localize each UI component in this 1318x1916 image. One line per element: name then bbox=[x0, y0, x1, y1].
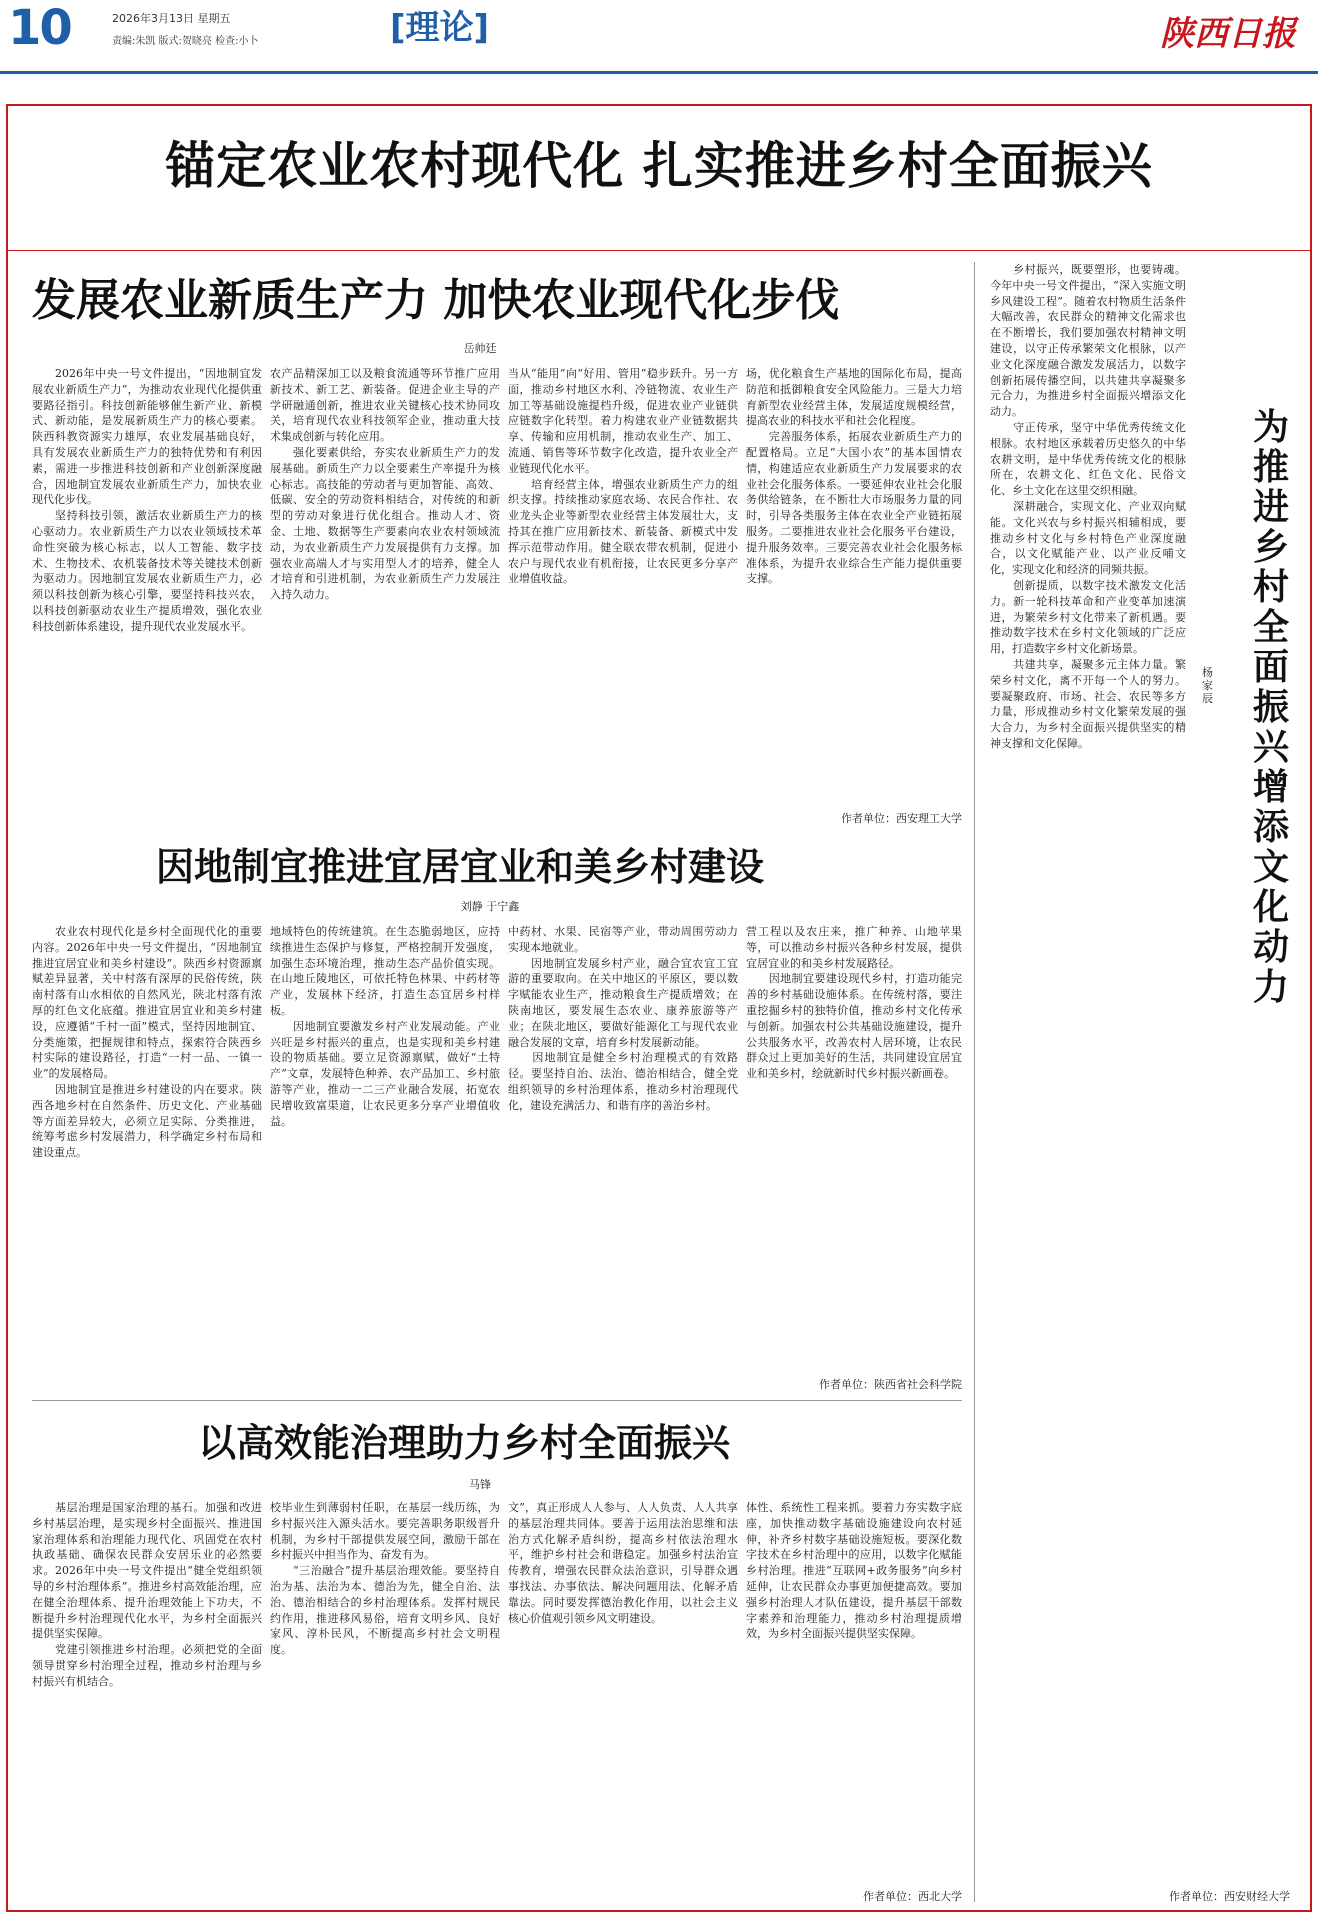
page-number: 10 bbox=[8, 0, 71, 56]
article-1-affiliation: 作者单位：西安理工大学 bbox=[841, 812, 962, 825]
article-4-author: 杨家辰 bbox=[1202, 666, 1213, 705]
article-4-column-1: 乡村振兴，既要塑形，也要铸魂。今年中央一号文件提出，“深入实施文明乡风建设工程”。随着农村物质生活条件大幅改善，农民群众的精神文化需求也在不断增长，我们要加强农村精神文明建设，以守正传承繁荣文化根脉，以产业文化深度融合激发发展活力，以数字创新拓展传播空间，以共建共享凝聚多元合力，为推进乡村全面振兴增添文化动力。 守正传承，坚守中华优秀传统文化根脉。农村地区承载着历史悠久的中华农耕文明，是中华优秀传统文化的根脉所在，农耕文化、红色文化、民俗文化、乡土文化在这里交织相融。 深耕融合，实现文化、产业双向赋能。文化兴农与乡村振兴相辅相成，要推动乡村文化与乡村特色产业深度融合，以文化赋能产业、以产业反哺文化，实现文化和经济的同频共振。 创新提质，以数字技术激发文化活力。新一轮科技革命和产业变革加速演进，为繁荣乡村文化带来了新机遇。要推动数字技术在乡村文化领域的广泛应用，打造数字乡村文化新场景。 共建共享，凝聚多元主体力量。繁荣乡村文化，离不开每一个人的努力。要凝聚政府、市场、社会、农民等多方力量，形成推动乡村文化繁荣发展的强大合力，为乡村全面振兴提供坚实的精神支撑和文化保障。 bbox=[990, 263, 1186, 750]
article-3-column-2: 校毕业生到薄弱村任职，在基层一线历练，为乡村振兴注入源头活水。要完善职务职级晋升机制，为乡村干部提供发展空间，激励干部在乡村振兴中担当作为、奋发有为。 “三治融合”提升基层治理效能。要坚持自治为基、法治为本、德治为先，健全自治、法治、德治相结合的乡村治理体系。发挥村规民约作用，推进移风易俗，培育文明乡风、良好家风、淳朴民风，不断提高乡村社会文明程度。 bbox=[270, 1501, 500, 1657]
newspaper-logo: 陕西日报 bbox=[1160, 14, 1296, 54]
article-1-column-3: 当从“能用”向“好用、管用”稳步跃升。另一方面，推动乡村地区水利、冷链物流、农业生产加工等基础设施提档升级，促进农业产业链供应链数字化转型。着力构建农业产业链数据共享、传输和应用机制，推动农业生产、加工、流通、销售等环节数字化改造，提升农业全产业链现代化水平。 培育经营主体，增强农业新质生产力的组织支撑。持续推动家庭农场、农民合作社、农业龙头企业等新型农业经营主体发展壮大，支持其在推广应用新技术、新装备、新模式中发挥示范带动作用。健全联农带农机制，促进小农户与现代农业有机衔接，让农民更多分享产业增值收益。 bbox=[508, 367, 738, 586]
article-3-column-3: 文”，真正形成人人参与、人人负责、人人共享的基层治理共同体。要善于运用法治思维和法治方式化解矛盾纠纷，提高乡村依法治理水平，维护乡村社会和谐稳定。加强乡村法治宣传教育，增强农民群众法治意识，引导群众遇事找法、办事依法、解决问题用法、化解矛盾靠法。同时要发挥德治教化作用，以社会主义核心价值观引领乡风文明建设。 bbox=[508, 1501, 738, 1625]
article-1-column-4: 场，优化粮食生产基地的国际化布局，提高防范和抵御粮食安全风险能力。三是大力培育新型农业经营主体，发展适度规模经营，提高农业的科技水平和社会化程度。 完善服务体系，拓展农业新质生产力的配置格局。立足“大国小农”的基本国情农情，构建适应农业新质生产力发展要求的农业社会化服务体系。一要延伸农业社会化服务供给链条，在不断壮大市场服务力量的同时，引导各类服务主体在农业全产业链拓展服务。二要推进农业社会化服务平台建设，提升服务效率。三要完善农业社会化服务标准体系，为提升农业综合生产能力提供重要支撑。 bbox=[746, 367, 962, 586]
article-1-column-2: 农产品精深加工以及粮食流通等环节推广应用新技术、新工艺、新装备。促进企业主导的产学研融通创新，推进农业关键核心技术协同攻关，培育现代农业科技领军企业，推动重大技术集成创新与转化应用。 强化要素供给，夯实农业新质生产力的发展基础。新质生产力以全要素生产率提升为核心标志。高技能的劳动者与更加智能、高效、低碳、安全的劳动资料相结合，对传统的和新型的劳动对象进行优化组合。推动人才、资金、土地、数据等生产要素向农业农村领域流动，为农业新质生产力发展提供有力支撑。加强农业高端人才与实用型人才的培养，健全人才培育和引进机制，为农业新质生产力发展注入持久动力。 bbox=[270, 367, 500, 602]
section-label: [理论] bbox=[390, 8, 490, 48]
article-3-column-1: 基层治理是国家治理的基石。加强和改进乡村基层治理，是实现乡村全面振兴、推进国家治理体系和治理能力现代化、巩固党在农村执政基础、确保农民群众安居乐业的必然要求。2026年中央一号文件提出“健全党组织领导的乡村治理体系”。推进乡村高效能治理，应在健全治理体系、提升治理效能上下功夫，不断提升乡村治理现代化水平，为乡村全面振兴提供坚实保障。 党建引领推进乡村治理。必须把党的全面领导贯穿乡村治理全过程，推动乡村治理与乡村振兴有机结合。 bbox=[32, 1501, 262, 1688]
page-header bbox=[0, 0, 1318, 74]
article-2-column-4: 营工程以及农庄来，推广种养、山地苹果等，可以推动乡村振兴各种乡村发展，提供宜居宜业的和美乡村发展路径。 因地制宜要建设现代乡村，打造功能完善的乡村基础设施体系。在传统村落，要注重挖掘乡村的独特价值，推动乡村文化传承与创新。加强农村公共基础设施建设，提升公共服务水平，改善农村人居环境，让农民群众过上更加美好的生活，共同建设宜居宜业和美乡村，绘就新时代乡村振兴新画卷。 bbox=[746, 925, 962, 1081]
article-2-title: 因地制宜推进宜居宜业和美乡村建设 bbox=[156, 845, 765, 889]
article-4-affiliation: 作者单位：西安财经大学 bbox=[1169, 1890, 1290, 1903]
article-3-title: 以高效能治理助力乡村全面振兴 bbox=[198, 1421, 731, 1465]
article-3-column-4: 体性、系统性工程来抓。要着力夯实数字底座，加快推动数字基础设施建设向农村延伸，补齐乡村数字基础设施短板。要深化数字技术在乡村治理中的应用，以数字化赋能乡村治理。推进“互联网+政务服务”向乡村延伸，让农民群众办事更加便捷高效。要加强乡村治理人才队伍建设，提升基层干部数字素养和治理能力，推动乡村治理提质增效，为乡村全面振兴提供坚实保障。 bbox=[746, 1501, 962, 1641]
article-1-title: 发展农业新质生产力 加快农业现代化步伐 bbox=[32, 275, 840, 326]
editor-credits: 责编:朱凯 版式:贺晓亮 检查:小卜 bbox=[112, 36, 259, 47]
article-2-column-3: 中药材、水果、民宿等产业，带动周围劳动力实现本地就业。 因地制宜发展乡村产业，融合宜农宜工宜游的重要取向。在关中地区的平原区，要以数字赋能农业生产，推动粮食生产提质增效；在陕南地区，要发展生态农业、康养旅游等产业；在陕北地区，要做好能源化工与现代农业融合发展的文章，培育乡村发展新动能。 因地制宜是健全乡村治理模式的有效路径。要坚持自治、法治、德治相结合，健全党组织领导的乡村治理体系，推动乡村治理现代化，建设充满活力、和谐有序的善治乡村。 bbox=[508, 925, 738, 1112]
article-4-title: 为推进乡村全面振兴增添文化动力 bbox=[1252, 407, 1289, 1008]
main-headline: 锚定农业农村现代化 扎实推进乡村全面振兴 bbox=[165, 137, 1153, 195]
article-2-affiliation: 作者单位：陕西省社会科学院 bbox=[819, 1378, 962, 1391]
headline-divider bbox=[6, 250, 1312, 251]
article-1-column-1: 2026年中央一号文件提出，“因地制宜发展农业新质生产力”，为推动农业现代化提供重要路径指引。科技创新能够催生新产业、新模式、新动能，是发展新质生产力的核心要素。陕西科教资源实力雄厚，农业发展基础良好，具有发展农业新质生产力的独特优势和有利因素，需进一步推进科技创新和产业创新深度融合，因地制宜发展农业新质生产力，加快农业现代化步伐。 坚持科技引领，激活农业新质生产力的核心驱动力。农业新质生产力以农业领域技术革命性突破为核心标志，以人工智能、数字技术、生物技术、农机装备技术等关键技术创新为驱动力。因地制宜发展农业新质生产力，必须以科技创新为核心引擎，要坚持科技兴农，以科技创新驱动农业生产提质增效，强化农业科技创新体系建设，提升现代农业发展水平。 bbox=[32, 367, 262, 633]
article-3-affiliation: 作者单位：西北大学 bbox=[863, 1890, 962, 1903]
column-divider bbox=[974, 262, 975, 1902]
article-1-author: 岳帅廷 bbox=[463, 342, 497, 355]
article-2-column-1: 农业农村现代化是乡村全面现代化的重要内容。2026年中央一号文件提出，“因地制宜推进宜居宜业和美乡村建设”。陕西乡村资源禀赋差异显著，关中村落有深厚的民俗传统，陕南村落有山水相依的自然风光，陕北村落有浓厚的红色文化底蕴。推进宜居宜业和美乡村建设，应遵循“千村一面”模式，坚持因地制宜、分类施策，把握规律和特点，探索符合陕西乡村实际的建设路径，打造“一村一品、一镇一业”的发展格局。 因地制宜是推进乡村建设的内在要求。陕西各地乡村在自然条件、历史文化、产业基础等方面差异较大，必须立足实际、分类推进，统筹考虑乡村发展潜力，科学确定乡村布局和建设重点。 bbox=[32, 925, 262, 1160]
article-2-author: 刘静 于宁鑫 bbox=[460, 900, 520, 913]
article-2-column-2: 地域特色的传统建筑。在生态脆弱地区，应持续推进生态保护与修复，严格控制开发强度，加强生态环境治理，推动生态产品价值实现。在山地丘陵地区，可依托特色林果、中药材等产业，发展林下经济，打造生态宜居乡村样板。 因地制宜要激发乡村产业发展动能。产业兴旺是乡村振兴的重点，也是实现和美乡村建设的物质基础。要立足资源禀赋，做好“土特产”文章，发展特色种养、农产品加工、乡村旅游等产业，推动一二三产业融合发展，拓宽农民增收致富渠道，让农民更多分享产业增值收益。 bbox=[270, 925, 500, 1128]
article-divider bbox=[32, 1400, 962, 1401]
issue-date: 2026年3月13日 星期五 bbox=[112, 12, 231, 25]
article-3-author: 马锋 bbox=[469, 1478, 491, 1491]
